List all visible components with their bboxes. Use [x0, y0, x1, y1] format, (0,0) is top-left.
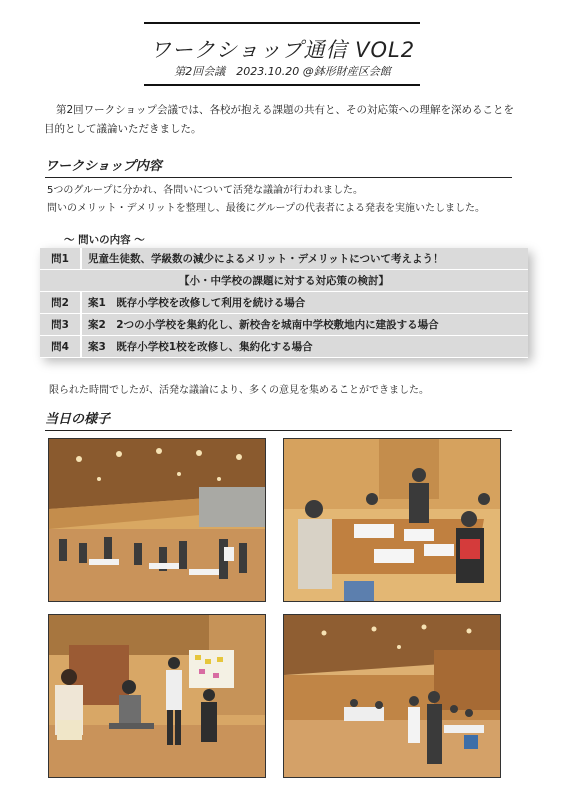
- section-heading-workshop: ワークショップ内容: [45, 155, 512, 178]
- table-subheading: 【小・中学校の課題に対する対応策の検討】: [40, 270, 528, 292]
- table-row: [40, 336, 528, 358]
- meeting-info: 第2回会議 2023.10.20 @鉢形財産区会館: [174, 65, 391, 78]
- table-row: [40, 314, 528, 336]
- questions-title: 〜 問いの内容 〜: [64, 234, 145, 246]
- question-text: 児童生徒数、学級数の減少によるメリット・デメリットについて考えよう！: [81, 248, 528, 270]
- newsletter-title: ワークショップ通信 VOL2: [149, 38, 416, 62]
- table-row: [40, 248, 528, 270]
- workshop-description-line2: 問いのメリット・デメリットを整理し、最後にグループの代表者による発表を実施いたしました。: [47, 203, 485, 214]
- questions-table: [40, 248, 528, 358]
- question-text: 案2 2つの小学校を集約化し、新校舎を城南中学校敷地内に建設する場合: [81, 314, 528, 336]
- photo-table-discussion: [283, 438, 501, 602]
- table-row: [40, 292, 528, 314]
- closing-text: 限られた時間でしたが、活発な議論により、多くの意見を集めることができました。: [49, 385, 429, 396]
- question-number: 問4: [40, 336, 81, 358]
- title-rule-top: [144, 22, 420, 24]
- photo-hall-groups: [283, 614, 501, 778]
- section-heading-photos: 当日の様子: [45, 408, 512, 431]
- question-number: 問1: [40, 248, 81, 270]
- title-rule-bottom: [144, 84, 420, 86]
- photo-group-presentation: [48, 614, 266, 778]
- question-number: 問2: [40, 292, 81, 314]
- photo-hall-overview: [48, 438, 266, 602]
- question-text: 案3 既存小学校1校を改修し、集約化する場合: [81, 336, 528, 358]
- question-text: 案1 既存小学校を改修して利用を続ける場合: [81, 292, 528, 314]
- intro-paragraph: 第2回ワークショップ会議では、各校が抱える課題の共有と、その対応策への理解を深めることを目的として議論いただきました。: [44, 104, 514, 135]
- question-number: 問3: [40, 314, 81, 336]
- table-row: [40, 270, 528, 292]
- workshop-description-line1: 5つのグループに分かれ、各問いについて活発な議論が行われました。: [47, 185, 363, 196]
